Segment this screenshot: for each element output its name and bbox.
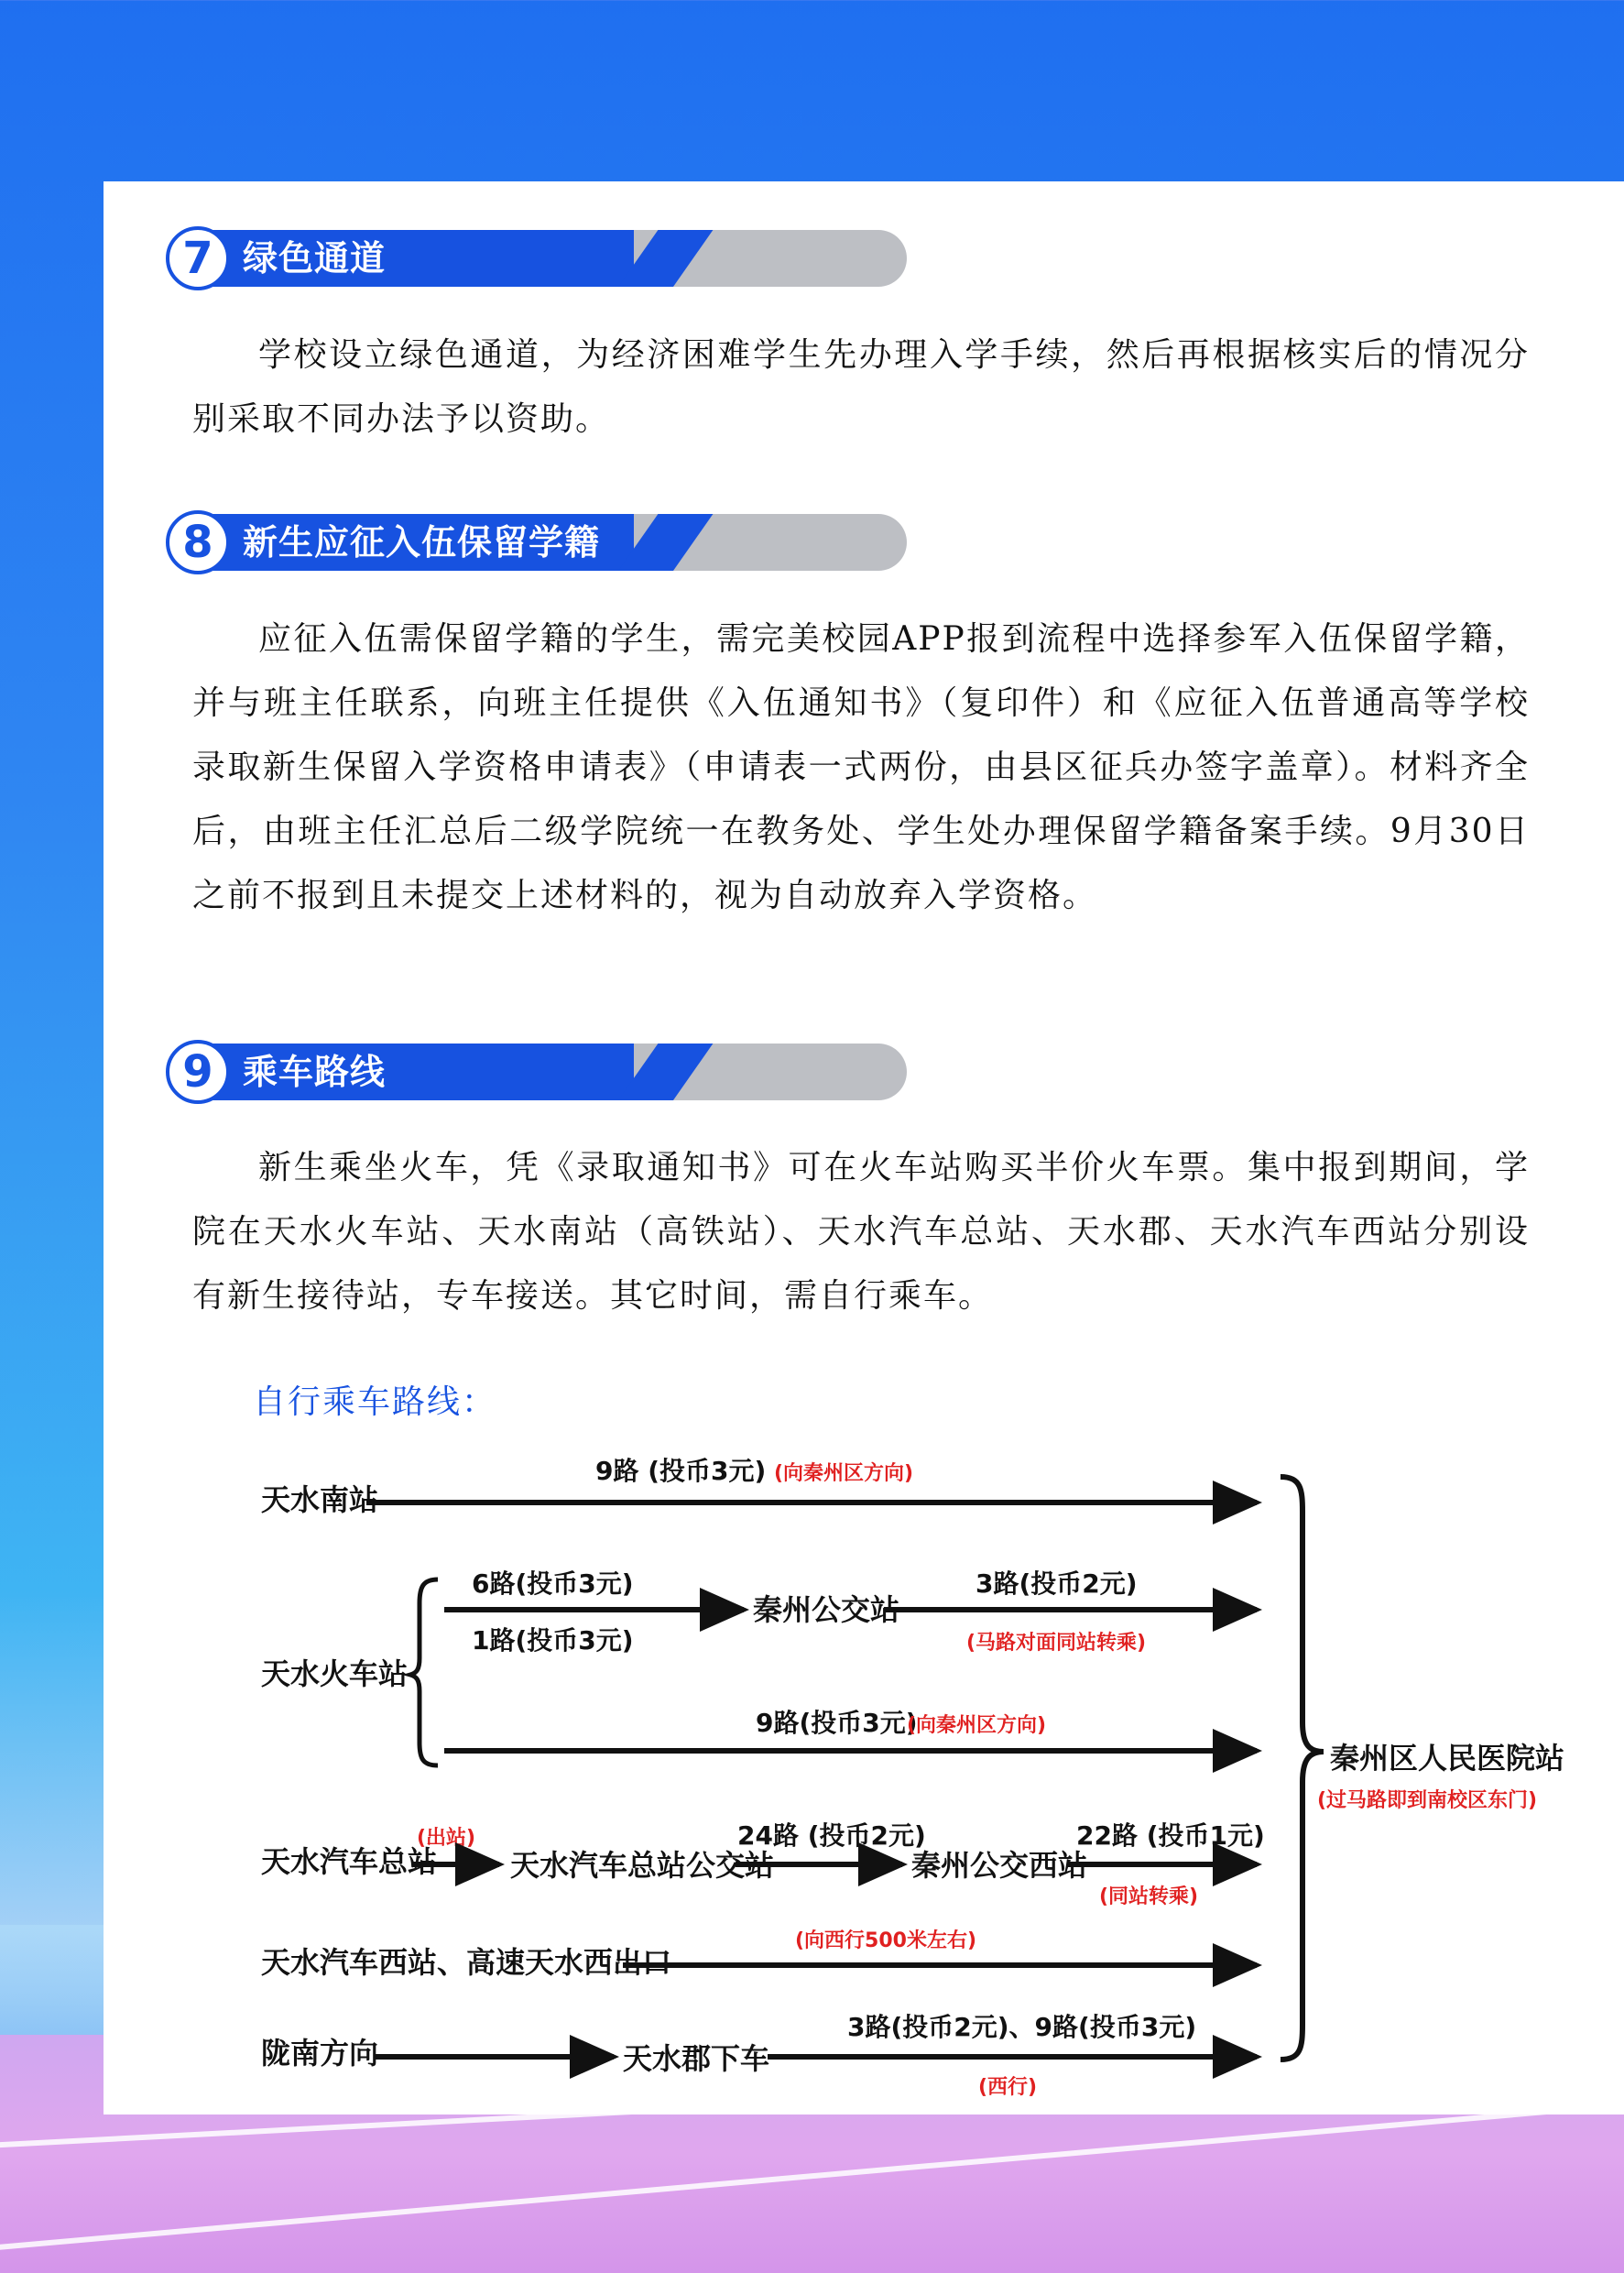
section-title: 绿色通道 — [243, 238, 387, 279]
route-note: (出站) — [417, 1827, 476, 1850]
origin-longnan: 陇南方向 — [261, 2036, 379, 2071]
route-note: (向秦州区方向) — [774, 1462, 914, 1485]
destination-label: 秦州区人民医院站 — [1330, 1741, 1565, 1776]
route-label: 24路 (投币2元) — [737, 1820, 926, 1851]
route-label: 3路(投币2元) — [975, 1568, 1138, 1599]
stop-qinzhou-west: 秦州公交西站 — [911, 1848, 1088, 1883]
route-note: (西行) — [978, 2076, 1038, 2099]
train-station-brace — [410, 1579, 438, 1765]
section-text: 应征入伍需保留学籍的学生，需完美校园APP报到流程中选择参军入伍保留学籍，并与班主任联系，向班主任提供《入伍通知书》（复印件）和《应征入伍普通高等学校录取新生保留入学资格申请表》（申请表一式两份，由县区征兵办签字盖章）。材料齐全后，由班主任汇总后二级学院统一在教务处、学生处办理保留学籍备案手续。9月30日之前不报到且未提交上述材料的，视为自动放弃入学资格。 — [192, 620, 1530, 914]
stop-tianshuijun: 天水郡下车 — [623, 2041, 770, 2076]
section-text: 新生乘坐火车，凭《录取通知书》可在火车站购买半价火车票。集中报到期间，学院在天水火车站、天水南站（高铁站）、天水汽车总站、天水郡、天水汽车西站分别设有新生接待站，专车接送。其它时间，需自行乘车。 — [192, 1149, 1530, 1315]
section-title: 新生应征入伍保留学籍 — [243, 522, 601, 563]
section-number: 8 — [166, 510, 230, 574]
route-note: (马路对面同站转乘) — [966, 1632, 1147, 1655]
stop-qinzhou-bus: 秦州公交站 — [753, 1592, 900, 1627]
route-label: 9路(投币3元) — [756, 1708, 918, 1738]
route-note: (向秦州区方向) — [907, 1714, 1047, 1737]
route-label: 1路(投币3元) — [472, 1625, 634, 1656]
section-number: 9 — [166, 1040, 230, 1104]
section-text: 学校设立绿色通道，为经济困难学生先办理入学手续，然后再根据核实后的情况分别采取不同办法予以资助。 — [192, 336, 1530, 438]
route-title: 自行乘车路线： — [253, 1383, 497, 1421]
origin-bus-west: 天水汽车西站、高速天水西出口 — [261, 1945, 672, 1980]
origin-tianshui-train: 天水火车站 — [261, 1656, 409, 1691]
origin-bus-main: 天水汽车总站 — [261, 1844, 438, 1879]
route-label: 9路 (投币3元) — [595, 1456, 767, 1486]
route-note: (同站转乘) — [1099, 1885, 1199, 1908]
section-number: 7 — [166, 226, 230, 290]
section-title: 乘车路线 — [243, 1052, 387, 1092]
stop-bus-main: 天水汽车总站公交站 — [510, 1848, 775, 1883]
route-label: 22路 (投币1元) — [1076, 1820, 1265, 1851]
route-label: 6路(投币3元) — [472, 1568, 634, 1599]
route-note: (向西行500米左右) — [795, 1929, 977, 1952]
origin-tianshui-south: 天水南站 — [261, 1482, 379, 1517]
route-label: 3路(投币2元)、9路(投币3元) — [847, 2012, 1197, 2042]
destination-note: (过马路即到南校区东门) — [1317, 1789, 1538, 1812]
destination-brace — [1281, 1477, 1324, 2060]
